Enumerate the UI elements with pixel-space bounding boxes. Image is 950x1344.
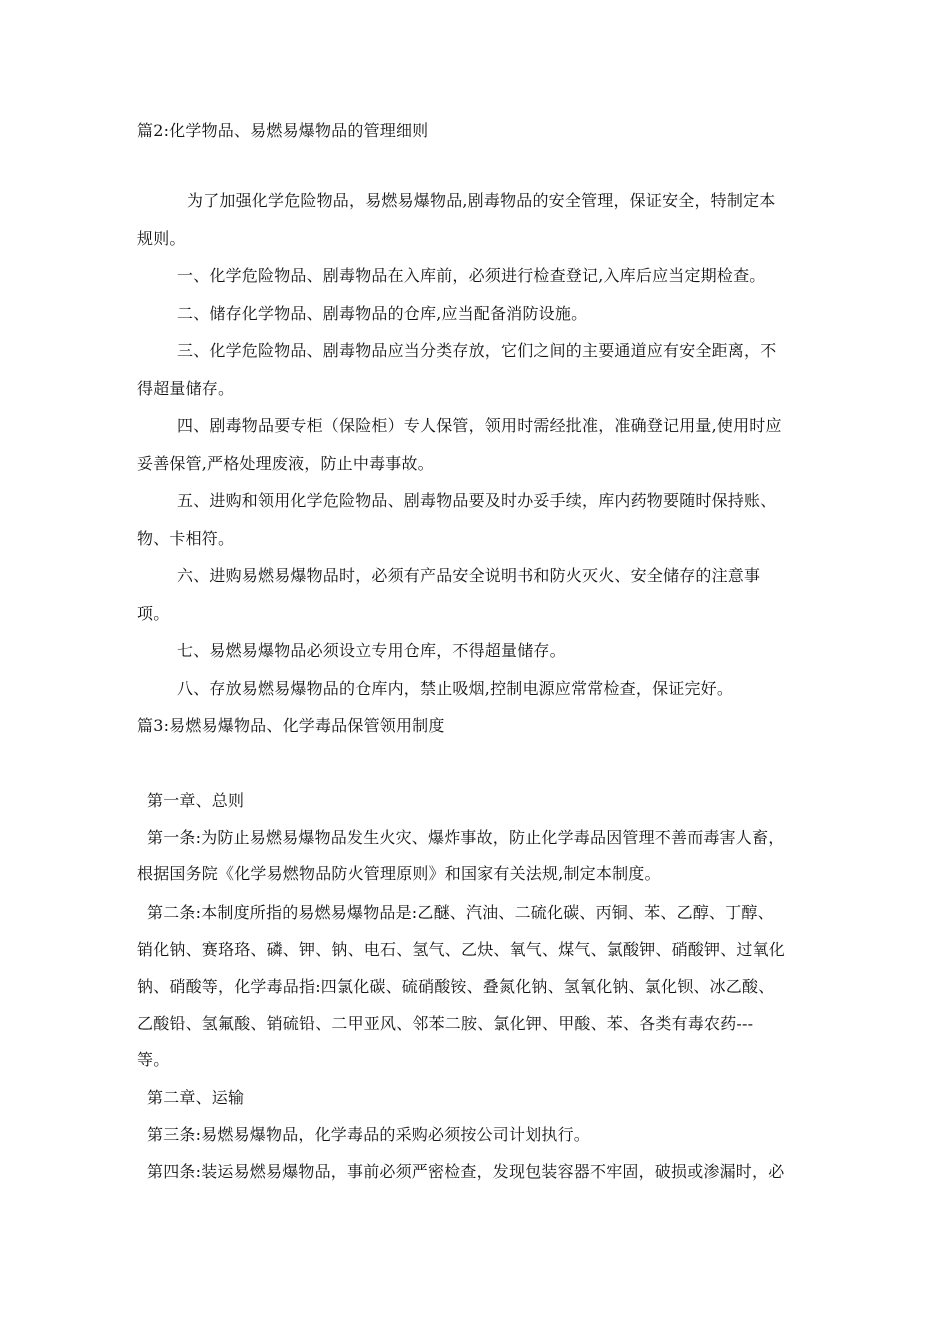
article-1-line-2: 根据国务院《化学易燃物品防火管理原则》和国家有关法规,制定本制度。 xyxy=(137,864,661,883)
article-2-line-5: 等。 xyxy=(137,1050,170,1069)
article-3: 第三条:易燃易爆物品，化学毒品的采购必须按公司计划执行。 xyxy=(147,1125,590,1144)
rule-8: 八、存放易燃易爆物品的仓库内，禁止吸烟,控制电源应常常检查，保证完好。 xyxy=(177,679,734,698)
rule-4-line-2: 妥善保管,严格处理废液，防止中毒事故。 xyxy=(137,454,434,473)
article-2-line-4: 乙酸铅、氢氟酸、销硫铅、二甲亚风、邻苯二胺、氯化钾、甲酸、苯、各类有毒农药--- xyxy=(137,1014,754,1033)
rule-5-line-1: 五、进购和领用化学危险物品、剧毒物品要及时办妥手续，库内药物要随时保持账、 xyxy=(177,491,777,510)
article-1-line-1: 第一条:为防止易燃易爆物品发生火灾、爆炸事故，防止化学毒品因管理不善而毒害人畜， xyxy=(147,828,785,847)
intro-line-2: 规则。 xyxy=(137,229,186,248)
article-2-line-3: 钠、硝酸等，化学毒品指:四氯化碳、硫硝酸铵、叠氮化钠、氢氧化钠、氯化钡、冰乙酸、 xyxy=(137,977,775,996)
chapter-1-title: 第一章、总则 xyxy=(147,791,245,810)
rule-3-line-1: 三、化学危险物品、剧毒物品应当分类存放，它们之间的主要通道应有安全距离，不 xyxy=(177,341,777,360)
intro-line-1: 为了加强化学危险物品，易燃易爆物品,剧毒物品的安全管理，保证安全，特制定本 xyxy=(187,191,776,210)
rule-7: 七、易燃易爆物品必须设立专用仓库，不得超量储存。 xyxy=(177,641,566,660)
chapter-2-title: 第二章、运输 xyxy=(147,1088,245,1107)
article-2-line-2: 销化钠、赛珞珞、磷、钾、钠、电石、氢气、乙炔、氧气、煤气、氯酸钾、硝酸钾、过氧化 xyxy=(137,940,786,959)
rule-6-line-2: 项。 xyxy=(137,604,170,623)
rule-1: 一、化学危险物品、剧毒物品在入库前，必须进行检查登记,入库后应当定期检查。 xyxy=(177,266,766,285)
rule-5-line-2: 物、卡相符。 xyxy=(137,529,235,548)
rule-2: 二、储存化学物品、剧毒物品的仓库,应当配备消防设施。 xyxy=(177,304,588,323)
rule-3-line-2: 得超量储存。 xyxy=(137,379,235,398)
section3-title: 篇3:易燃易爆物品、化学毒品保管领用制度 xyxy=(137,716,445,735)
rule-4-line-1: 四、剧毒物品要专柜（保险柜）专人保管，领用时需经批准，准确登记用量,使用时应 xyxy=(177,416,782,435)
article-4: 第四条:装运易燃易爆物品，事前必须严密检查，发现包装容器不牢固，破损或渗漏时，必 xyxy=(147,1162,785,1181)
section2-title: 篇2:化学物品、易燃易爆物品的管理细则 xyxy=(137,121,429,140)
rule-6-line-1: 六、进购易燃易爆物品时，必须有产品安全说明书和防火灭火、安全储存的注意事 xyxy=(177,566,761,585)
article-2-line-1: 第二条:本制度所指的易燃易爆物品是:乙醚、汽油、二硫化碳、丙铜、苯、乙醇、丁醇、 xyxy=(147,903,774,922)
